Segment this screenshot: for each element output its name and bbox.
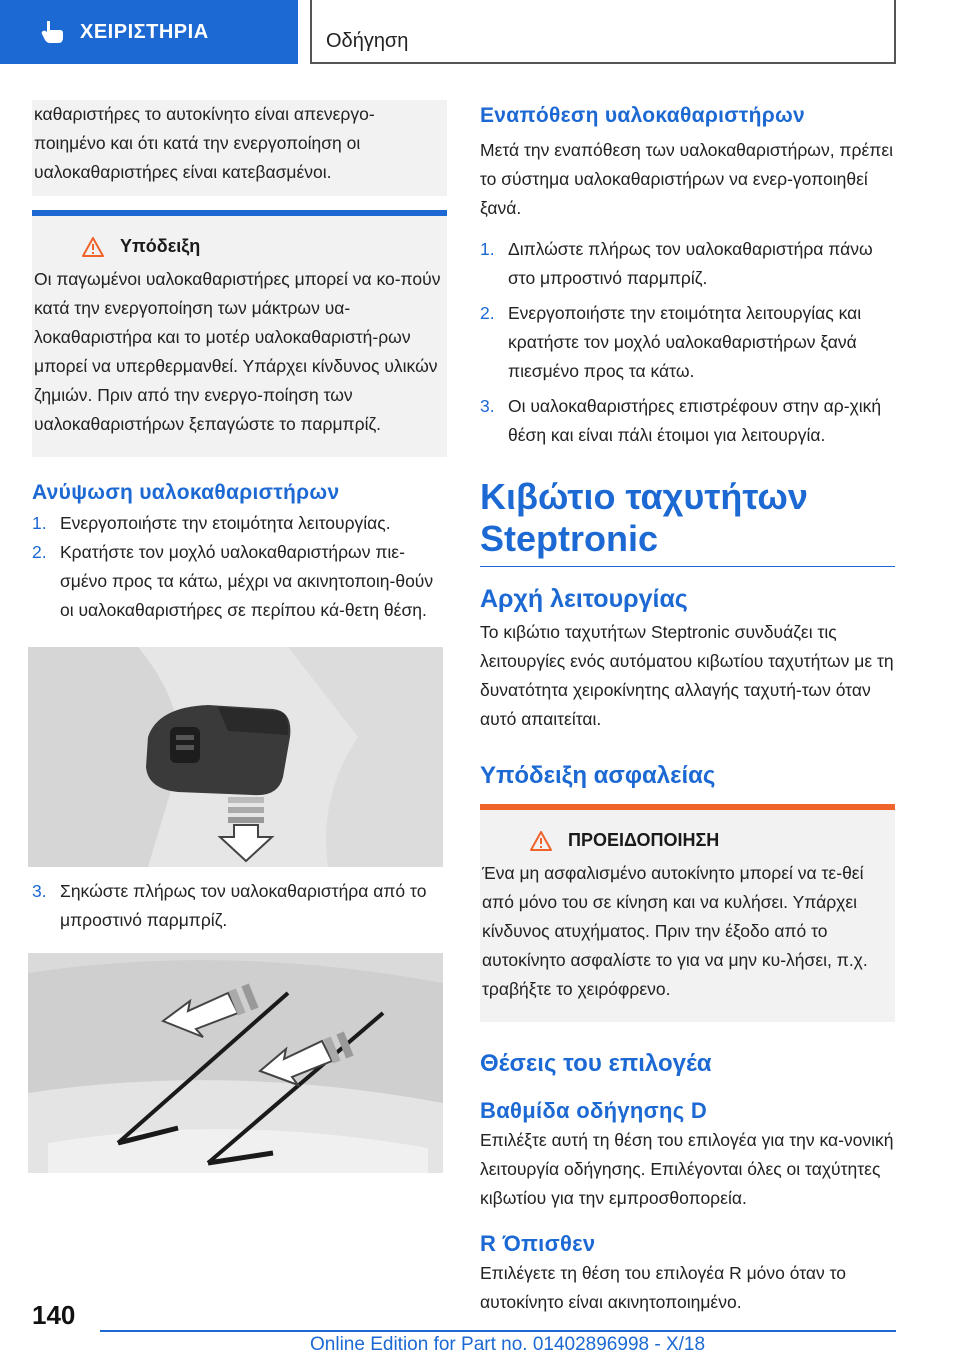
right-column — [480, 100, 895, 1317]
list-item: 2. Ενεργοποιήστε την ετοιμότητα λειτουργίας και κρατήστε τον μοχλό υαλοκαθαριστήρων ξανά πιεσμένο προς τα κάτω. — [480, 303, 862, 381]
pointing-hand-icon — [40, 19, 66, 45]
chapter-title: Οδήγηση — [310, 0, 896, 64]
notice-header — [82, 236, 443, 257]
section-tab-label: ΧΕΙΡΙΣΤΗΡΙΑ — [80, 20, 209, 43]
windshield-wipers-photo — [28, 953, 443, 1173]
wiper-lever-illustration — [28, 647, 443, 867]
safety-heading: Υπόδειξη ασφαλείας — [480, 762, 716, 789]
intro-text: καθαριστήρες το αυτοκίνητο είναι απενεργο-ποιημένο και ότι κατά την ενεργοποίηση οι υαλοκαθαριστήρες είναι κατεβασμένοι. — [34, 104, 375, 182]
footer-edition: Online Edition for Part no. 01402896998 - X/18 — [310, 1334, 706, 1355]
warning-header — [530, 830, 891, 851]
gearbox-heading: Κιβώτιο ταχυτήτων Steptronic — [480, 476, 895, 567]
left-column — [32, 100, 447, 1173]
warning-text: Ένα μη ασφαλισμένο αυτοκίνητο μπορεί να τε-θεί από μόνο του σε κίνηση και να κυλήσει. Υπάρχει κίνδυνος ατυχήματος. Πριν την έξοδο από το αυτοκίνητο ασφαλίστε το για να μην κυ-λήσει, π.χ. τραβήξτε το χειρόφρενο. — [482, 863, 868, 999]
principle-heading: Αρχή λειτουργίας — [480, 585, 688, 613]
warning-box — [480, 804, 895, 1022]
notice-text: Οι παγωμένοι υαλοκαθαριστήρες μπορεί να κο-πούν κατά την ενεργοποίηση των μάκτρων υα-λοκαθαριστήρα και το μοτέρ υαλοκαθαριστή-ρων μπορεί να υπερθερμανθεί. Υπάρχει κίνδυνος υλικών ζημιών. Πριν από την ενεργο-ποίηση των υαλοκαθαριστήρων ξεπαγώστε το παρμπρίζ. — [34, 269, 441, 434]
windshield-wipers-illustration — [28, 953, 443, 1173]
reverse-heading: R Όπισθεν — [480, 1231, 596, 1256]
notice-title: Υπόδειξη — [120, 236, 201, 256]
page-number: 140 — [32, 1300, 76, 1330]
drive-heading: Βαθμίδα οδήγησης D — [480, 1098, 708, 1123]
list-item: 2. Κρατήστε τον μοχλό υαλοκαθαριστήρων πιε-σμένο προς τα κάτω, μέχρι να ακινητοποιη-θούν οι υαλοκαθαριστήρες σε περίπου κά-θετη θέση. — [32, 542, 434, 620]
wiper-lever-photo — [28, 647, 443, 867]
principle-text: Το κιβώτιο ταχυτήτων Steptronic συνδυάζει τις λειτουργίες ενός αυτόματου κιβωτίου ταχυτήτων με τη δυνατότητα χειροκίνητης αλλαγής ταχυτή-των όταν αυτό απαιτείται. — [480, 622, 894, 729]
list-item: 3. Οι υαλοκαθαριστήρες επιστρέφουν στην αρ-χική θέση και είναι πάλι έτοιμοι για λειτουργία. — [480, 396, 882, 445]
positions-heading: Θέσεις του επιλογέα — [480, 1050, 712, 1077]
footer-divider — [100, 1330, 896, 1332]
list-item: 1. Ενεργοποιήστε την ετοιμότητα λειτουργίας. — [32, 513, 391, 533]
reverse-text: Επιλέγετε τη θέση του επιλογέα R μόνο όταν το αυτοκίνητο είναι ακινητοποιημένο. — [480, 1263, 847, 1312]
deposit-heading: Εναπόθεση υαλοκαθαριστήρων — [480, 104, 806, 127]
lift-heading: Ανύψωση υαλοκαθαριστήρων — [32, 481, 340, 504]
notice-box — [32, 210, 447, 457]
warning-triangle-icon — [82, 237, 104, 257]
section-tab[interactable] — [0, 0, 298, 64]
warning-triangle-icon — [530, 831, 552, 851]
list-item: 3. Σηκώστε πλήρως τον υαλοκαθαριστήρα από το μπροστινό παρμπρίζ. — [32, 881, 427, 930]
lift-steps-continued — [32, 877, 447, 935]
warning-title: ΠΡΟΕΙΔΟΠΟΙΗΣΗ — [568, 830, 720, 850]
list-item: 1. Διπλώστε πλήρως τον υαλοκαθαριστήρα πάνω στο μπροστινό παρμπρίζ. — [480, 239, 873, 288]
lift-steps — [32, 509, 447, 625]
deposit-text: Μετά την εναπόθεση των υαλοκαθαριστήρων, πρέπει το σύστημα υαλοκαθαριστήρων να ενερ-γοποιηθεί ξανά. — [480, 140, 894, 218]
deposit-steps — [480, 235, 895, 450]
intro-box — [32, 100, 447, 196]
drive-text: Επιλέξτε αυτή τη θέση του επιλογέα για την κα-νονική λειτουργία οδήγησης. Επιλέγονται όλες οι ταχύτητες κιβωτίου για την εμπροσθοπορεία. — [480, 1130, 894, 1208]
